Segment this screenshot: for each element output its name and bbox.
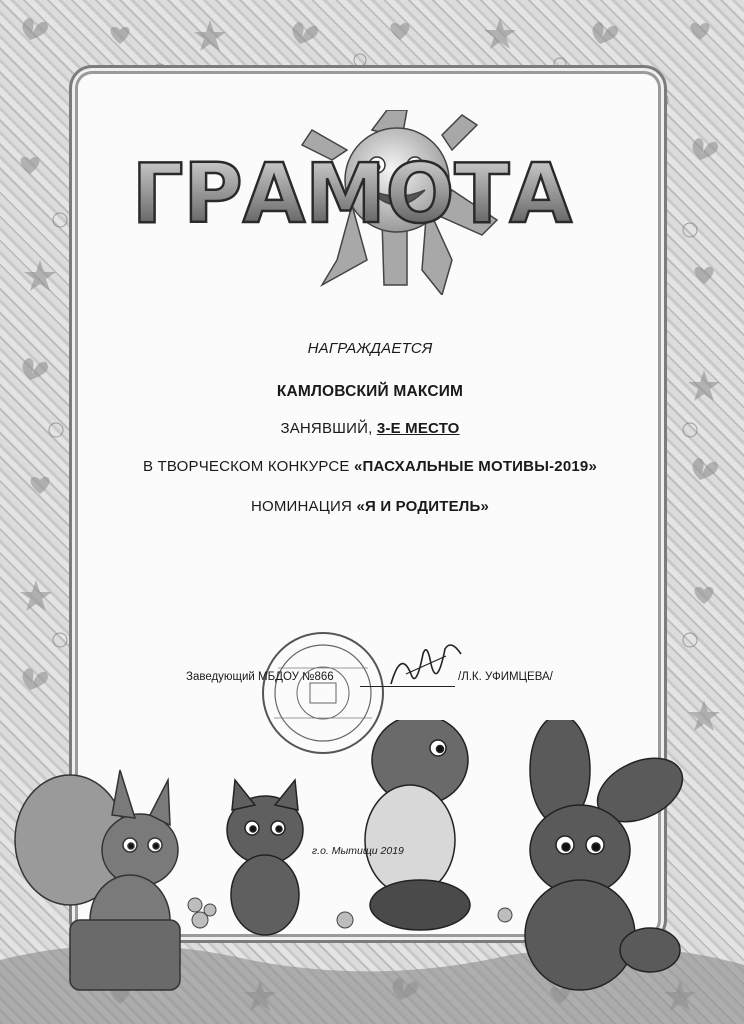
- signatory-position: Заведующий МБДОУ №866: [186, 671, 334, 683]
- bunny-icon: [525, 720, 693, 990]
- heart-icon: [110, 27, 129, 44]
- place-value: 3-Е МЕСТО: [376, 420, 460, 437]
- place-prefix: ЗАНЯВШИЙ,: [280, 420, 373, 437]
- hedgehog-icon: [365, 720, 470, 930]
- awarded-label: НАГРАЖДАЕТСЯ: [307, 340, 433, 357]
- certificate-title: ГРАМОТА: [132, 147, 573, 242]
- nomination-name: «Я И РОДИТЕЛЬ»: [356, 498, 490, 515]
- star-icon: [194, 20, 226, 51]
- city-year: г.о. Мытищи 2019: [312, 845, 404, 857]
- signatory-name: /Л.К. УФИМЦЕВА/: [458, 671, 553, 683]
- contest-name: «ПАСХАЛЬНЫЕ МОТИВЫ-2019»: [354, 458, 597, 475]
- place-line: [90, 420, 650, 437]
- nomination-prefix: НОМИНАЦИЯ: [250, 498, 353, 515]
- contest-prefix: В ТВОРЧЕСКОМ КОНКУРСЕ: [142, 458, 350, 475]
- kitten-icon: [227, 780, 303, 935]
- cartoon-animals-illustration: [0, 720, 744, 1024]
- nomination-line: [90, 498, 650, 515]
- recipient-name: КАМЛОВСКИЙ МАКСИМ: [276, 383, 464, 400]
- contest-line: [90, 458, 650, 475]
- butterfly-icon: [22, 18, 48, 40]
- title-art: [122, 110, 592, 295]
- signature-line: [360, 686, 455, 687]
